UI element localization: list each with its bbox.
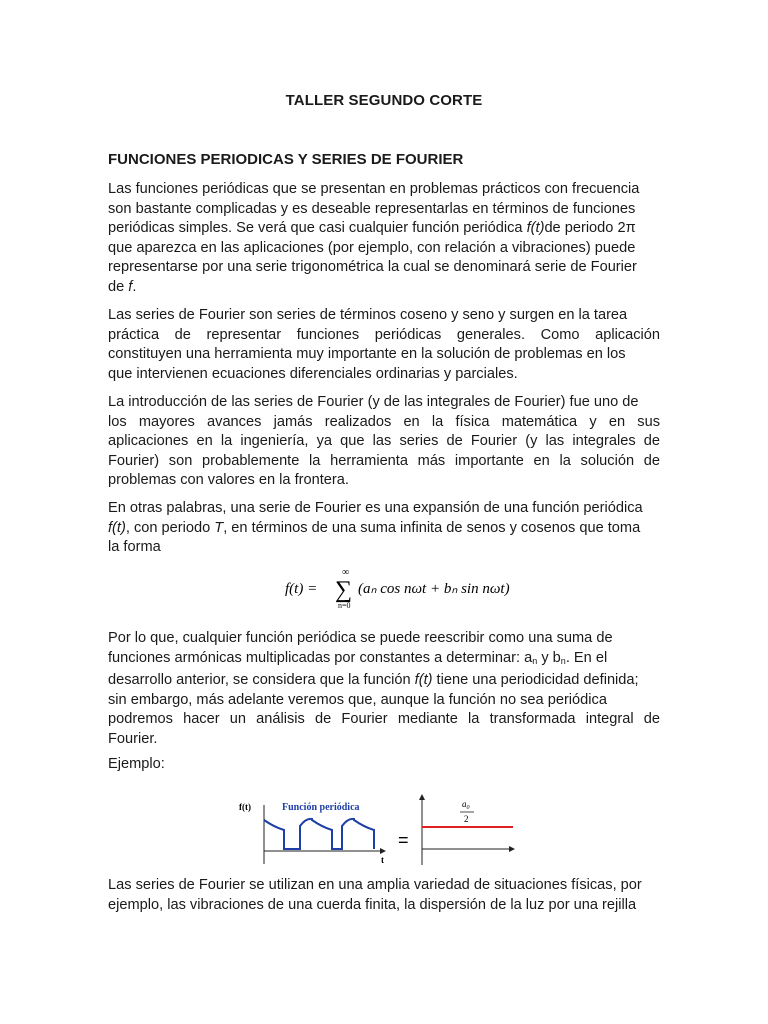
- text-line: Por lo que, cualquier función periódica se puede reescribir como una suma de: [108, 630, 613, 646]
- paragraph-2: [108, 306, 660, 384]
- text-line: desarrollo anterior, se considera que la función f(t) tiene una periodicidad definida;: [108, 672, 639, 689]
- text-line: práctica de representar funciones periódicas generales. Como aplicación: [108, 326, 660, 343]
- example-label: Ejemplo:: [108, 756, 165, 772]
- equation-lhs: f(t) =: [285, 581, 318, 597]
- text-line: Las series de Fourier son series de términos coseno y seno y surgen en la tarea: [108, 307, 628, 323]
- text-line: funciones armónicas multiplicadas por constantes a determinar: $a_n$ y $b_n$. En el: [108, 649, 608, 666]
- right-y-arrow-icon: [419, 794, 425, 800]
- figure-t-label: t: [381, 855, 384, 865]
- fourier-series-equation: [283, 566, 510, 614]
- text-line: La introducción de las series de Fourier (y de las integrales de Fourier) fue uno de: [108, 394, 639, 410]
- equation-rhs: (aₙ cos nωt + bₙ sin nωt): [358, 581, 510, 597]
- text-line: ejemplo, las vibraciones de una cuerda finita, la dispersión de la luz por una rejilla: [108, 896, 637, 913]
- text-line: Fourier) son probablemente la herramienta más importante en la solución de: [108, 452, 660, 469]
- text-line: constituyen una herramienta muy importante en la solución de problemas en los: [108, 346, 626, 363]
- text-line: sin embargo, más adelante veremos que, aunque la función no sea periódica: [108, 691, 607, 708]
- right-x-arrow-icon: [509, 846, 515, 852]
- text-line: la forma: [108, 539, 161, 556]
- text-line: los mayores avances jamás realizados en la física matemática y en sus: [108, 413, 660, 430]
- text-line: de f.: [108, 278, 137, 295]
- text-line: aplicaciones en la ingeniería, ya que las series de Fourier (y las integrales de: [108, 433, 660, 450]
- text-line: f(t), con periodo T, en términos de una suma infinita de senos y cosenos que toma: [108, 519, 641, 536]
- equation-sum-lower: n=0: [338, 601, 351, 610]
- paragraph-4: [108, 499, 660, 558]
- periodic-wave: [264, 819, 374, 849]
- text-line: representarse por una serie trigonométrica la cual se denominará serie de Fourier: [108, 259, 637, 276]
- text-line: son bastante complicadas y es deseable representarlas en términos de funciones: [108, 200, 636, 217]
- paragraph-5: [108, 629, 660, 750]
- text-line: Las series de Fourier se utilizan en una amplia variedad de situaciones físicas, por: [108, 877, 642, 893]
- figure-ft-label: f(t): [239, 802, 251, 812]
- figure-equals-sign: =: [398, 830, 409, 850]
- equation-sum-upper: ∞: [342, 567, 350, 578]
- figure-a0-numerator: $a_0$: [462, 799, 470, 811]
- text-line: problemas con valores en la frontera.: [108, 472, 349, 489]
- text-line: podremos hacer un análisis de Fourier mediante la transformada integral de: [108, 711, 660, 728]
- figure-a0-denominator: 2: [464, 814, 469, 824]
- figure-caption: Función periódica: [282, 802, 360, 813]
- section-title: FUNCIONES PERIODICAS Y SERIES DE FOURIER: [108, 151, 464, 168]
- document-title: TALLER SEGUNDO CORTE: [285, 92, 483, 109]
- text-line: Fourier.: [108, 730, 158, 747]
- text-line: En otras palabras, una serie de Fourier es una expansión de una función periódica: [108, 500, 643, 516]
- left-x-arrow-icon: [380, 848, 386, 854]
- text-line: que aparezca en las aplicaciones (por ejemplo, con relación a vibraciones) puede: [108, 239, 636, 256]
- example-figure: [235, 793, 525, 867]
- text-line: periódicas simples. Se verá que casi cualquier función periódica f(t)de periodo 2π: [108, 220, 636, 237]
- paragraph-6: [108, 876, 660, 915]
- sigma-icon: ∑: [335, 577, 353, 603]
- text-line: que intervienen ecuaciones diferenciales ordinarias y parciales.: [108, 365, 518, 382]
- paragraph-3: [108, 393, 660, 491]
- text-line: Las funciones periódicas que se presentan en problemas prácticos con frecuencia: [108, 181, 640, 197]
- paragraph-1: [108, 180, 660, 298]
